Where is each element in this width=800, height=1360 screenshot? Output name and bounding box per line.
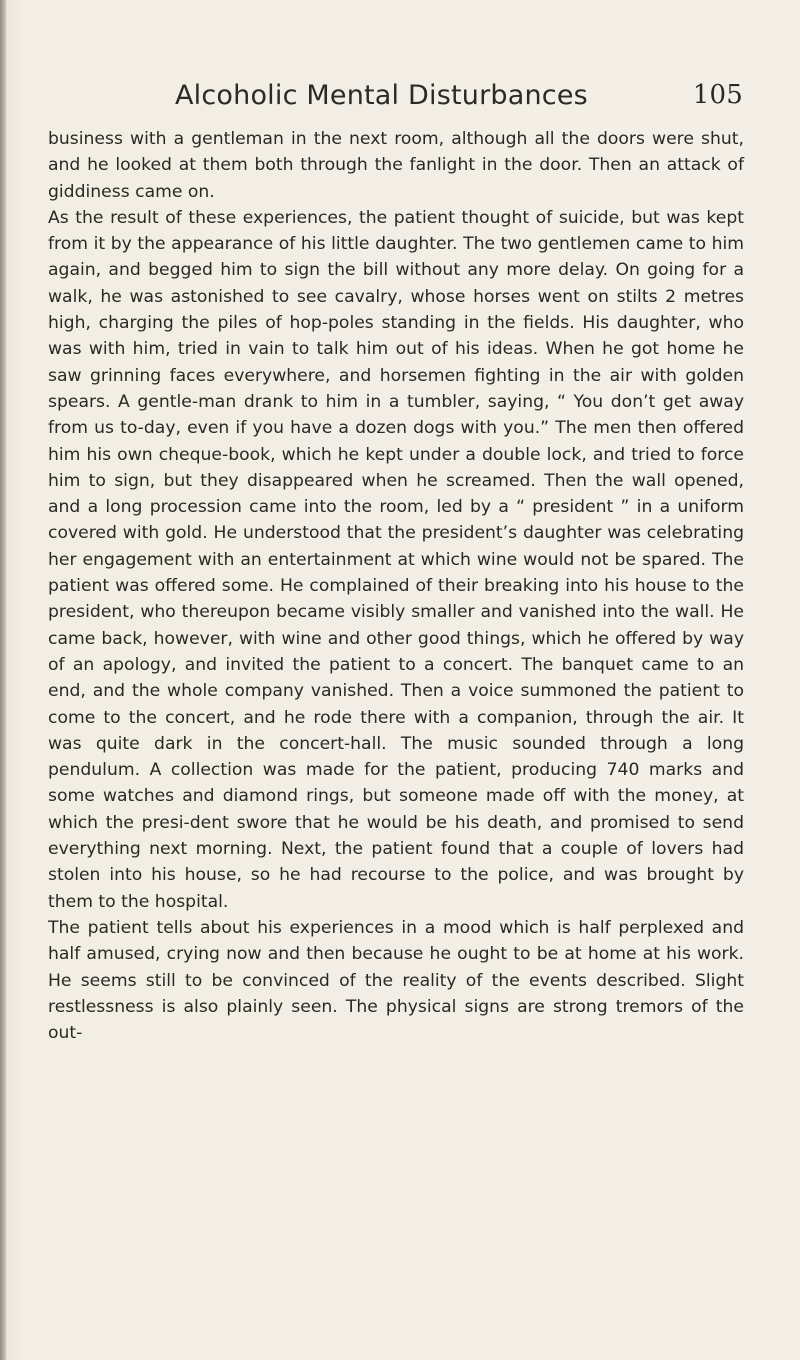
paragraph-suicide-and-hallucinations: As the result of these experiences, the patient thought of suicide, but was kept from it by the appearance of his little daughter. The two gentlemen came to him again, and begged him to sign the bill without any more delay. On going for a walk, he was astonished to see cavalry, whose horses went on stilts 2 metres high, charging the piles of hop-poles standing in the fields. His daughter, who was with him, tried in vain to talk him out of his ideas. When he got home he saw grinning faces everywhere, and horsemen fighting in the air with golden spears. A gentle-man drank to him in a tumbler, saying, “ You don’t get away from us to-day, even if you have a dozen dogs with you.” The men then offered him his own cheque-book, which he kept under a double lock, and tried to force him to sign, but they disappeared when he screamed. Then the wall opened, and a long procession came into the room, led by a “ president ” in a uniform covered with gold. He understood that the president’s daughter was celebrating her engagement with an entertainment at which wine would not be spared. The patient was offered some. He complained of their breaking into his house to the president, who thereupon became visibly smaller and vanished into the wall. He came back, however, with wine and other good things, which he offered by way of an apology, and invited the patient to a concert. The banquet came to an end, and the whole company vanished. Then a voice summoned the patient to come to the concert, and he rode there with a companion, through the air. It was quite dark in the concert-hall. The music sounded through a long pendulum. A collection was made for the patient, producing 740 marks and some watches and diamond rings, but someone made off with the money, at which the presi-dent swore that he would be his death, and promised to send everything next morning. Next, the patient found that a couple of lovers had stolen into his house, so he had recourse to the police, and was brought by them to the hospital. xyxy=(48,207,744,912)
body-text xyxy=(48,126,744,1046)
paragraph-continuation: business with a gentleman in the next room, although all the doors were shut, and he looked at them both through the fanlight in the door. Then an attack of giddiness came on. xyxy=(48,129,744,202)
page-binding-edge xyxy=(0,0,6,1360)
paragraph-patient-mood: The patient tells about his experiences in a mood which is half perplexed and half amused, crying now and then because he ought to be at home at his work. He seems still to be convinced of the reality of the events described. Slight restlessness is also plainly seen. The physical signs are strong tremors of the out- xyxy=(48,917,744,1044)
running-title: Alcoholic Mental Disturbances xyxy=(175,80,588,111)
page-number: 105 xyxy=(692,80,743,110)
running-header xyxy=(175,80,743,120)
